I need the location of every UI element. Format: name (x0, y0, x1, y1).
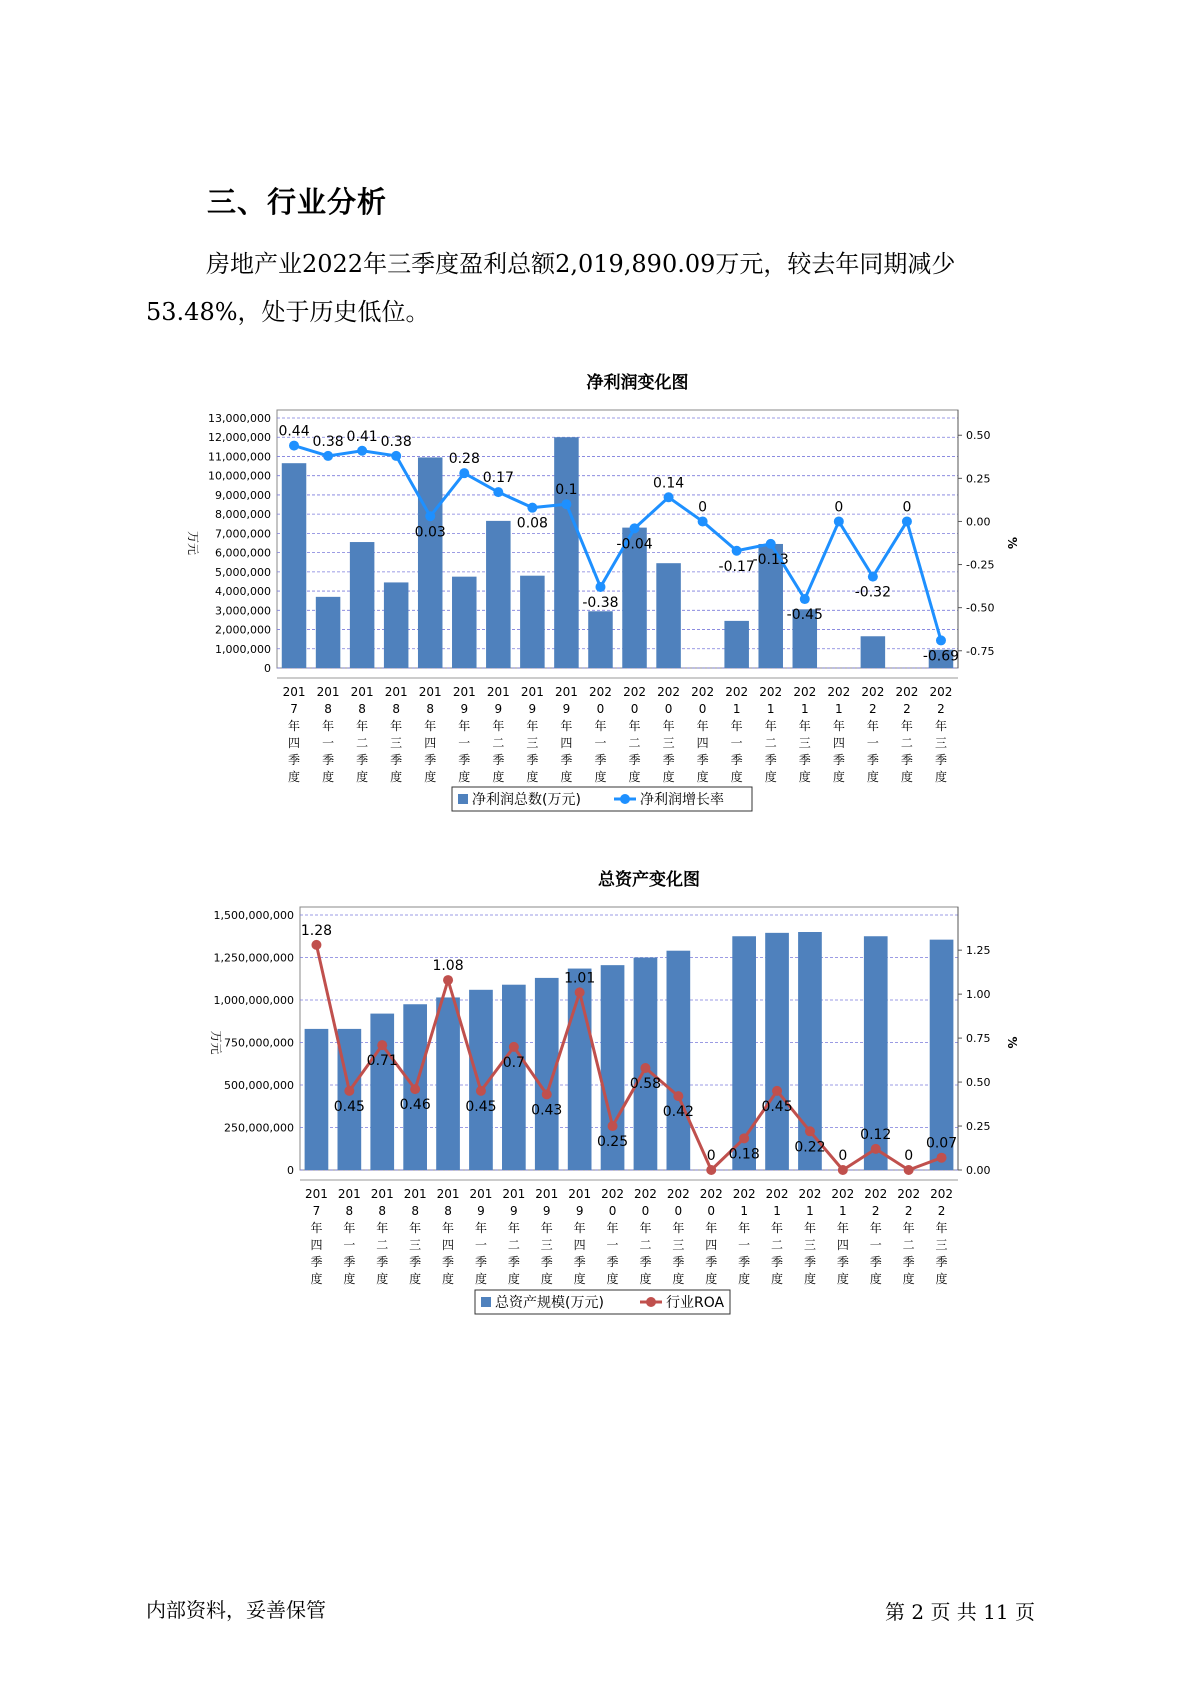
y2-tick-label: 0.25 (966, 1120, 991, 1134)
x-tick-label: 201 9 年一季度 (469, 1187, 493, 1286)
line-point (640, 1063, 650, 1073)
data-label: 0.38 (380, 433, 412, 450)
line-point (410, 1084, 420, 1094)
data-label: 0.18 (728, 1146, 760, 1163)
data-label: 0.28 (448, 451, 480, 468)
y-tick-label: 0 (264, 662, 271, 675)
data-label: 0 (698, 499, 708, 516)
y-tick-label: 0 (287, 1164, 294, 1177)
data-label: 0.03 (414, 524, 446, 541)
y2-tick-label: 0.00 (966, 1164, 991, 1177)
x-tick-label: 202 2 年一季度 (861, 685, 885, 784)
data-label: 0.46 (399, 1097, 431, 1114)
data-label: -0.17 (718, 558, 755, 575)
data-label: -0.45 (786, 607, 823, 624)
data-label: 0.17 (482, 470, 514, 487)
legend-bar-swatch (481, 1297, 491, 1307)
bar (502, 985, 526, 1170)
y-tick-label: 9,000,000 (215, 488, 271, 502)
legend-line-marker (646, 1297, 656, 1307)
x-tick-label: 202 1 年一季度 (732, 1187, 756, 1286)
section-heading: 三、行业分析 (207, 185, 388, 219)
data-label: -0.69 (922, 648, 960, 665)
x-tick-label: 201 8 年一季度 (337, 1187, 361, 1286)
data-label: 0.71 (366, 1053, 398, 1070)
data-label: 0.08 (516, 515, 548, 532)
x-tick-label: 201 9 年四季度 (554, 685, 578, 784)
line-point (673, 1091, 683, 1101)
x-tick-label: 202 0 年三季度 (657, 685, 681, 784)
line-point (476, 1086, 486, 1096)
data-label: 0.07 (925, 1135, 958, 1152)
data-label: 0 (838, 1148, 848, 1164)
y2-tick-label: 0.75 (966, 1032, 991, 1046)
x-tick-label: 202 2 年二季度 (897, 1187, 921, 1286)
y2-axis-title: % (1005, 536, 1019, 550)
line-point (311, 940, 321, 950)
y-tick-label: 1,250,000,000 (213, 951, 294, 965)
y2-axis-title: % (1005, 1036, 1019, 1049)
x-tick-label: 201 8 年四季度 (418, 685, 442, 784)
line-point (509, 1042, 519, 1052)
line-point (443, 975, 453, 985)
x-tick-label: 202 1 年二季度 (759, 685, 783, 784)
footer-page-number: 第 2 页 共 11 页 (885, 1600, 1035, 1624)
data-label: 0 (902, 499, 912, 516)
x-tick-label: 201 9 年二季度 (486, 685, 510, 784)
x-tick-label: 201 8 年二季度 (370, 1187, 394, 1286)
x-tick-label: 201 8 年一季度 (316, 685, 340, 784)
bar (370, 1014, 394, 1170)
legend-bar-label: 总资产规模(万元) (495, 1295, 604, 1311)
y2-tick-label: -0.50 (966, 601, 995, 615)
line-point (805, 1126, 815, 1136)
data-label: 0.58 (629, 1076, 662, 1092)
y2-tick-label: 1.00 (966, 988, 991, 1002)
x-tick-label: 202 1 年三季度 (793, 685, 817, 784)
legend-line-label: 净利润增长率 (640, 792, 724, 808)
line-point (871, 1144, 881, 1154)
y-tick-label: 500,000,000 (224, 1079, 294, 1092)
x-tick-label: 201 9 年三季度 (520, 685, 544, 784)
x-tick-label: 201 8 年三季度 (403, 1187, 427, 1286)
y2-tick-label: 0.25 (966, 472, 991, 486)
line-point (344, 1086, 354, 1096)
line-point (575, 987, 585, 997)
data-label: -0.13 (752, 551, 789, 568)
x-tick-label: 202 0 年四季度 (699, 1187, 723, 1286)
x-tick-label: 202 2 年一季度 (864, 1187, 888, 1286)
x-tick-label: 201 8 年三季度 (384, 685, 408, 784)
data-label: 0.43 (531, 1102, 563, 1119)
line-point (772, 1086, 782, 1096)
x-tick-label: 201 7 年四季度 (282, 685, 306, 784)
data-label: 0 (904, 1148, 914, 1164)
x-tick-label: 201 7 年四季度 (304, 1187, 328, 1286)
bar (436, 997, 460, 1170)
y-tick-label: 11,000,000 (208, 450, 271, 464)
data-label: -0.32 (854, 584, 891, 601)
x-tick-label: 201 9 年一季度 (452, 685, 476, 784)
x-tick-label: 202 2 年三季度 (930, 1187, 954, 1286)
x-tick-label: 202 0 年二季度 (623, 685, 646, 784)
data-label: 1.28 (300, 922, 333, 939)
data-label: 0.45 (465, 1098, 497, 1115)
y-tick-label: 250,000,000 (224, 1121, 294, 1135)
x-tick-label: 201 9 年三季度 (535, 1187, 559, 1286)
bar (568, 969, 592, 1170)
y2-tick-label: 0.00 (966, 515, 991, 529)
y-axis-title: 万元 (209, 1030, 223, 1055)
data-label: 0.12 (860, 1126, 892, 1143)
x-tick-label: 202 0 年四季度 (691, 685, 715, 784)
line-point (706, 1165, 716, 1175)
data-label: 0.1 (555, 482, 578, 499)
y-tick-label: 12,000,000 (208, 431, 271, 445)
x-tick-label: 202 0 年二季度 (633, 1187, 657, 1286)
data-label: 0.14 (652, 475, 685, 492)
y-tick-label: 1,000,000 (215, 642, 271, 656)
x-tick-label: 202 2 年二季度 (895, 685, 919, 784)
data-label: 1.08 (432, 958, 464, 975)
line-point (739, 1133, 749, 1143)
chart-title: 总资产变化图 (598, 870, 700, 890)
line-point (377, 1040, 387, 1050)
paragraph-line-1: 房地产业2022年三季度盈利总额2,019,890.09万元，较去年同期减少 (206, 250, 956, 278)
x-tick-label: 202 0 年一季度 (589, 685, 612, 784)
y-tick-label: 5,000,000 (215, 565, 271, 579)
data-label: -0.04 (616, 536, 653, 553)
y-tick-label: 750,000,000 (224, 1036, 294, 1050)
y2-tick-label: -0.75 (966, 644, 995, 658)
chart-title: 净利润变化图 (586, 373, 689, 393)
y-tick-label: 3,000,000 (215, 604, 271, 618)
data-label: -0.38 (582, 594, 619, 611)
bar (765, 933, 789, 1170)
line-point (838, 1165, 848, 1175)
data-label: 0 (834, 499, 844, 516)
x-tick-label: 202 1 年二季度 (765, 1187, 789, 1286)
y2-tick-label: 0.50 (966, 429, 991, 443)
x-tick-label: 201 8 年二季度 (350, 685, 374, 784)
x-tick-label: 201 8 年四季度 (436, 1187, 460, 1286)
y-tick-label: 13,000,000 (208, 412, 271, 425)
data-label: 0.44 (278, 423, 310, 440)
data-label: 0.42 (662, 1104, 694, 1121)
y-tick-label: 1,000,000,000 (213, 994, 294, 1007)
legend-bar-label: 净利润总数(万元) (472, 792, 581, 808)
y-tick-label: 8,000,000 (215, 508, 271, 522)
footer-confidential-note: 内部资料，妥善保管 (146, 1598, 326, 1622)
data-label: 1.01 (564, 970, 596, 987)
line-point (904, 1165, 914, 1175)
line-point (542, 1089, 552, 1099)
line-point (608, 1121, 618, 1131)
x-tick-label: 202 0 年一季度 (601, 1187, 625, 1286)
y2-tick-label: 0.50 (966, 1076, 991, 1090)
bar (305, 1029, 329, 1170)
x-tick-label: 201 9 年二季度 (502, 1187, 526, 1286)
data-label: 0.41 (346, 428, 378, 445)
x-tick-label: 202 1 年一季度 (725, 685, 749, 784)
y-tick-label: 1,500,000,000 (213, 909, 294, 922)
x-tick-label: 202 2 年三季度 (929, 685, 953, 784)
legend-line-label: 行业ROA (666, 1295, 725, 1311)
paragraph-line-2: 53.48%，处于历史低位。 (146, 298, 430, 326)
line-point (937, 1153, 947, 1163)
bar (535, 978, 559, 1170)
data-label: 0.22 (794, 1139, 826, 1156)
x-tick-label: 201 9 年四季度 (568, 1187, 592, 1286)
data-label: 0.45 (333, 1098, 365, 1115)
data-label: 0.38 (312, 433, 344, 450)
y-tick-label: 6,000,000 (215, 546, 271, 560)
x-tick-label: 202 0 年三季度 (666, 1187, 690, 1286)
data-label: 0.45 (761, 1098, 793, 1115)
data-label: 0 (706, 1148, 716, 1164)
data-label: 0.25 (596, 1134, 629, 1151)
x-tick-label: 202 1 年四季度 (831, 1187, 855, 1286)
bar (667, 951, 691, 1170)
y-tick-label: 7,000,000 (215, 527, 271, 541)
y-axis-title: 万元 (186, 530, 200, 556)
y2-tick-label: 1.25 (966, 944, 991, 958)
data-label: 0.7 (502, 1054, 525, 1071)
y-tick-label: 4,000,000 (215, 585, 271, 599)
y2-tick-label: -0.25 (966, 558, 995, 572)
x-tick-label: 202 1 年三季度 (798, 1187, 822, 1286)
y-tick-label: 2,000,000 (215, 623, 271, 637)
y-tick-label: 10,000,000 (208, 469, 271, 483)
x-tick-label: 202 1 年四季度 (827, 685, 851, 784)
